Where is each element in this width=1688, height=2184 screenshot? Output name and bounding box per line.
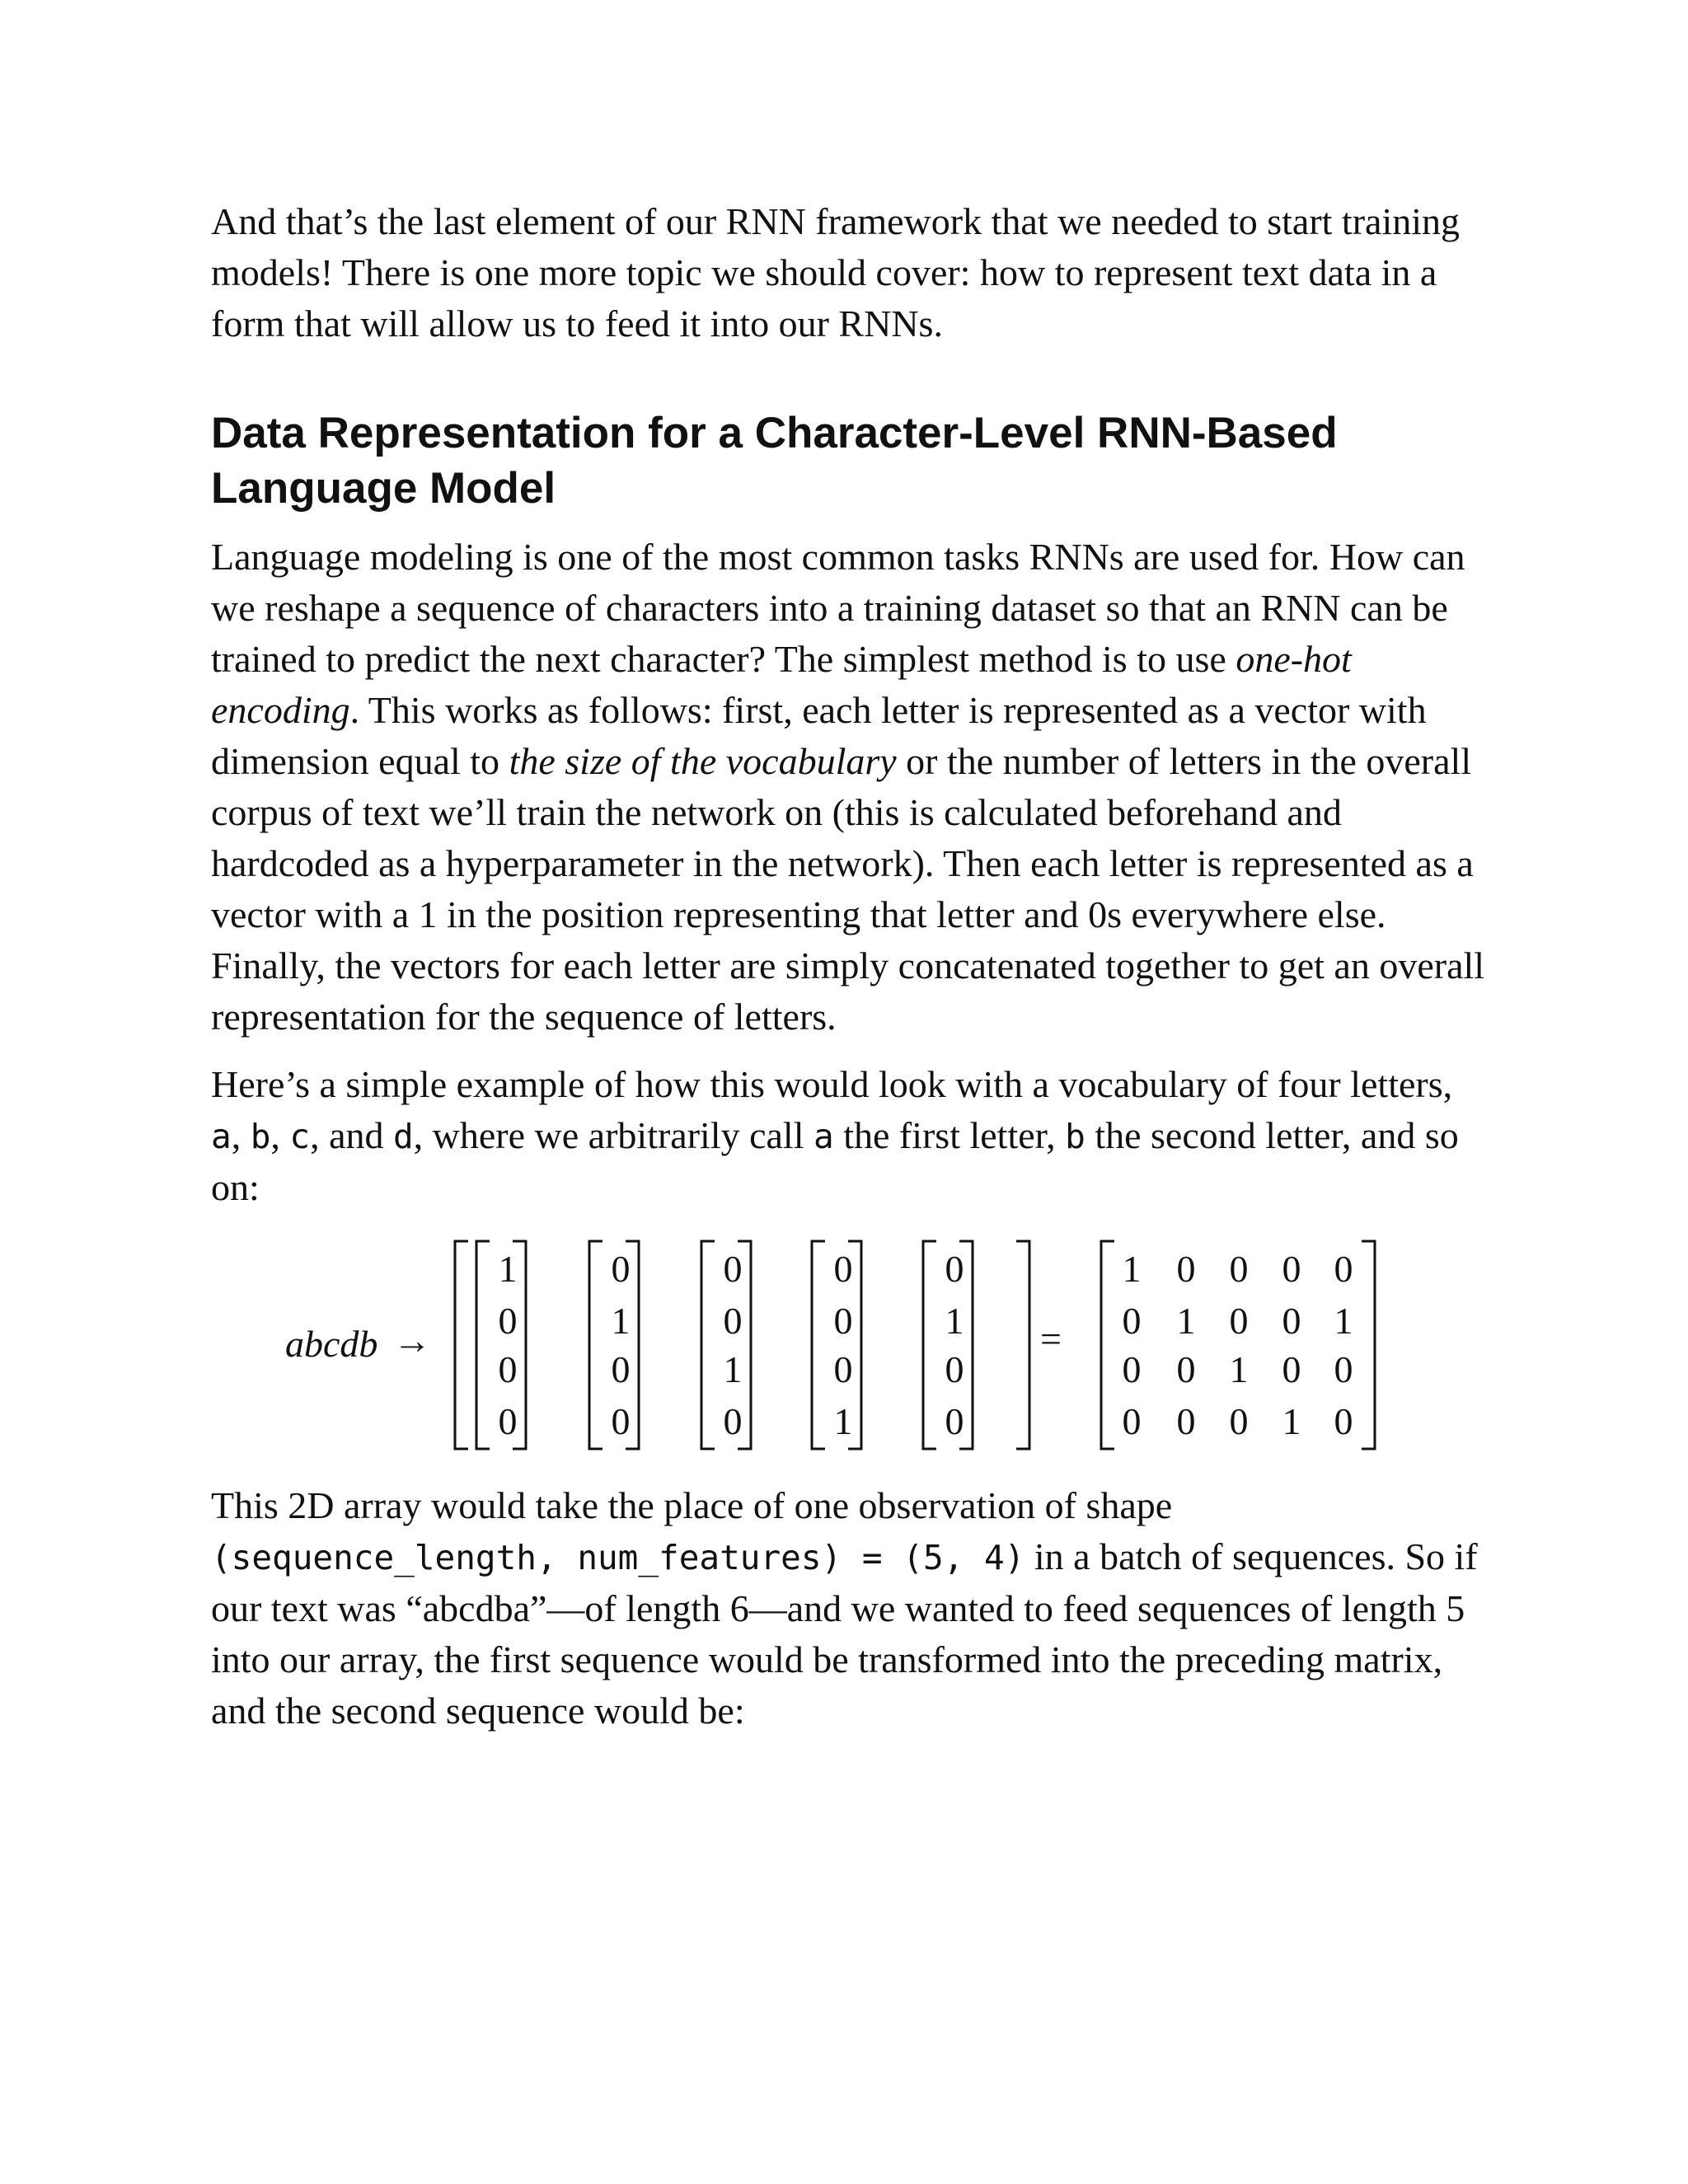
vector-entry: 0	[945, 1400, 964, 1442]
vector-entry: 0	[833, 1248, 853, 1290]
emphasis-vocabulary-size: the size of the vocabulary	[509, 740, 897, 782]
vector-entry: 1	[611, 1300, 631, 1342]
paragraph-shape-text-1: This 2D array would take the place of one observation of shape	[211, 1484, 1173, 1526]
code-letter-b: b	[250, 1117, 271, 1156]
matrix-entry: 0	[1176, 1348, 1196, 1390]
document-page	[211, 196, 1487, 1736]
matrix-entry: 0	[1334, 1400, 1353, 1442]
outer-right-bracket	[1016, 1241, 1029, 1449]
code-letter-d: d	[392, 1117, 414, 1156]
one-hot-equation	[211, 1233, 1487, 1457]
matrix-entry: 0	[1334, 1348, 1353, 1390]
vector-entry: 1	[498, 1248, 518, 1290]
vector-entry: 0	[611, 1248, 631, 1290]
matrix-entry: 0	[1122, 1300, 1142, 1342]
paragraph-shape-text-2: in a batch of sequences. So if our text was “abcdba”—of length 6—and we wanted to feed sequences of length 5 into our array, the first sequence would be transformed into the preceding matrix, and the second sequence would be:	[211, 1535, 1478, 1732]
matrix-entry: 0	[1282, 1348, 1301, 1390]
vector-entry: 1	[945, 1300, 964, 1342]
vector-entry: 0	[498, 1400, 518, 1442]
paragraph-one-hot-text-3: or the number of letters in the overall corpus of text we’ll train the network on (this is calculated beforehand and hardcoded as a hyperparameter in the network). Then each letter is represented as a vector with a 1 in the position representing that letter and 0s everywhere else. Finally, the vectors for each letter are simply concatenated together to get an overall representation for the sequence of letters.	[211, 740, 1485, 1038]
matrix-right-bracket	[1362, 1241, 1375, 1449]
vector-entry: 1	[833, 1400, 853, 1442]
vector-entry: 0	[723, 1248, 743, 1290]
paragraph-intro-text: And that’s the last element of our RNN framework that we needed to start training models! There is one more topic we should cover: how to represent text data in a form that will allow us to feed it into our RNNs.	[211, 200, 1461, 344]
matrix-entry: 0	[1176, 1248, 1196, 1290]
vector-entry: 0	[611, 1348, 631, 1390]
paragraph-shape	[211, 1480, 1487, 1736]
vector-entry: 1	[723, 1348, 743, 1390]
vector-entry: 0	[723, 1400, 743, 1442]
matrix-entry: 1	[1229, 1348, 1249, 1390]
paragraph-example	[211, 1059, 1487, 1213]
vector-entry: 0	[498, 1348, 518, 1390]
equation-input-sequence: abcdb	[285, 1323, 378, 1365]
matrix-entry: 0	[1229, 1248, 1249, 1290]
code-letter-a-second: a	[814, 1117, 834, 1156]
vector-left-bracket	[589, 1241, 603, 1449]
code-shape: (sequence_length, num_features) = (5, 4)	[211, 1538, 1025, 1577]
paragraph-one-hot-text-1: Language modeling is one of the most common tasks RNNs are used for. How can we reshape a sequence of characters into a training dataset so that an RNN can be trained to predict the next character? The simplest method is to use	[211, 536, 1465, 680]
equation-equals-sign: =	[1040, 1318, 1062, 1360]
matrix-entry: 0	[1282, 1248, 1301, 1290]
paragraph-one-hot	[211, 532, 1487, 1043]
code-letter-b-second: b	[1065, 1117, 1085, 1156]
vector-entry: 0	[611, 1400, 631, 1442]
paragraph-one-hot-text-2: . This works as follows: first, each letter is represented as a vector with dimension equal to	[211, 689, 1427, 782]
section-heading: Data Representation for a Character-Level RNN-Based Language Model	[211, 409, 1338, 513]
vector-left-bracket	[701, 1241, 715, 1449]
vector-entry: 0	[945, 1348, 964, 1390]
matrix-entry: 0	[1122, 1348, 1142, 1390]
vector-entry: 0	[833, 1348, 853, 1390]
matrix-entry: 0	[1229, 1400, 1249, 1442]
separator: ,	[231, 1114, 251, 1156]
code-letter-a: a	[211, 1117, 232, 1156]
vector-entry: 0	[498, 1300, 518, 1342]
vector-left-bracket	[923, 1241, 936, 1449]
paragraph-example-text-1: Here’s a simple example of how this would look with a vocabulary of four letters,	[211, 1063, 1453, 1105]
vector-left-bracket	[476, 1241, 490, 1449]
paragraph-example-text-3: the first letter,	[833, 1114, 1066, 1156]
paragraph-intro	[211, 196, 1487, 349]
matrix-entry: 0	[1176, 1400, 1196, 1442]
separator: , and	[310, 1114, 393, 1156]
outer-left-bracket	[455, 1241, 468, 1449]
vector-left-bracket	[812, 1241, 825, 1449]
paragraph-example-text-2: , where we arbitrarily call	[413, 1114, 814, 1156]
matrix-entry: 1	[1176, 1300, 1196, 1342]
vector-entry: 0	[945, 1248, 964, 1290]
paragraph-example-text-4: the second letter, and so on:	[211, 1114, 1459, 1208]
matrix-left-bracket	[1101, 1241, 1114, 1449]
matrix-entry: 0	[1282, 1300, 1301, 1342]
equation-arrow: →	[393, 1319, 431, 1361]
separator: ,	[270, 1114, 290, 1156]
matrix-entry: 1	[1122, 1248, 1142, 1290]
matrix-entry: 0	[1122, 1400, 1142, 1442]
code-letter-c: c	[289, 1117, 311, 1156]
matrix-entry: 1	[1334, 1300, 1353, 1342]
emphasis-one-hot-encoding: one-hot encoding	[211, 638, 1352, 731]
matrix-entry: 0	[1334, 1248, 1353, 1290]
vector-entry: 0	[833, 1300, 853, 1342]
matrix-entry: 1	[1282, 1400, 1301, 1442]
matrix-entry: 0	[1229, 1300, 1249, 1342]
vector-entry: 0	[723, 1300, 743, 1342]
